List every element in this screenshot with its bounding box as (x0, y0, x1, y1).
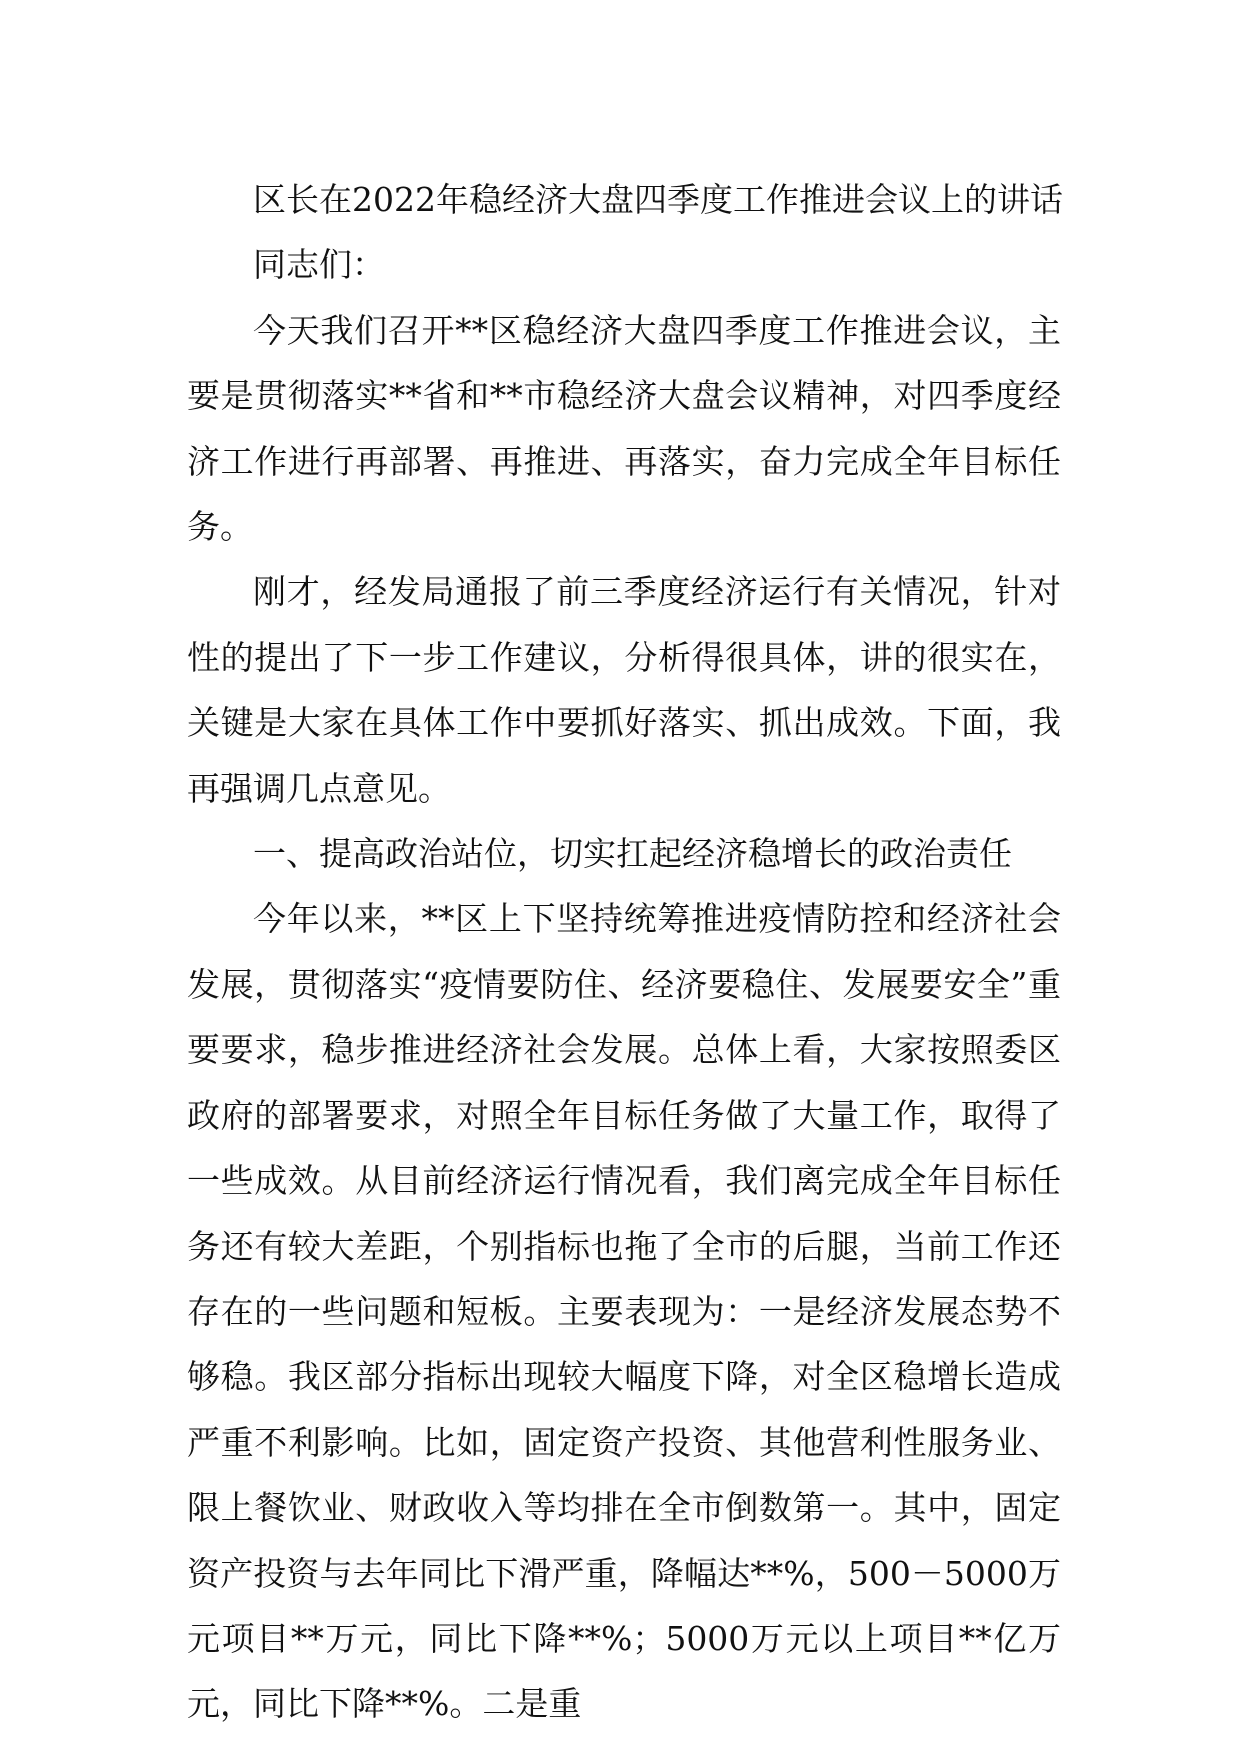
salutation: 同志们： (253, 245, 385, 285)
section-heading: 一、提高政治站位，切实扛起经济稳增长的政治责任 (253, 834, 1012, 874)
paragraph-body: 今年以来，**区上下坚持统筹推进疫情防控和经济社会发展，贯彻落实“疫情要防住、经济要稳住、发展要安全”重要要求，稳步推进经济社会发展。总体上看，大家按照委区政府的部署要求，对照全年目标任务做了大量工作，取得了一些成效。从目前经济运行情况看，我们离完成全年目标任务还有较大差距，个别指标也拖了全市的后腿，当前工作还存在的一些问题和短板。主要表现为：一是经济发展态势不够稳。我区部分指标出现较大幅度下降，对全区稳增长造成严重不利影响。比如，固定资产投资、其他营利性服务业、限上餐饮业、财政收入等均排在全市倒数第一。其中，固定资产投资与去年同比下滑严重，降幅达**%，500－5000万元项目**万元，同比下降**%；5000万元以上项目**亿万元，同比下降**%。二是重 (187, 899, 1061, 1724)
paragraph-opinions: 刚才，经发局通报了前三季度经济运行有关情况，针对性的提出了下一步工作建议，分析得很具体，讲的很实在，关键是大家在具体工作中要抓好落实、抓出成效。下面，我再强调几点意见。 (187, 572, 1061, 808)
document-title: 区长在2022年稳经济大盘四季度工作推进会议上的讲话 (253, 180, 1063, 219)
document-body (187, 167, 1061, 1737)
paragraph-intro: 今天我们召开**区稳经济大盘四季度工作推进会议，主要是贯彻落实**省和**市稳经济大盘会议精神，对四季度经济工作进行再部署、再推进、再落实，奋力完成全年目标任务。 (187, 310, 1061, 547)
